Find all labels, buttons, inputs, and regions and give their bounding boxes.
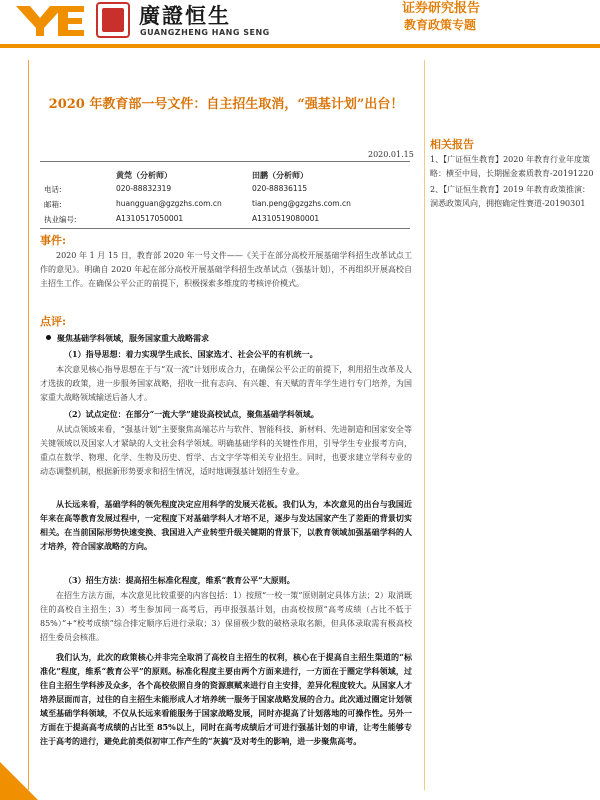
section-3-heading: （3）招生方法：提高招生标准化程度，维系“教育公平”大原则。	[64, 575, 295, 585]
section-1-heading: （1）指导思想：着力实现学生成长、国家选才、社会公平的有机统一。	[64, 349, 318, 359]
brand-logo-icon	[14, 2, 86, 38]
related-reports-heading: 相关报告	[430, 138, 474, 151]
header-accent-bar	[0, 44, 600, 48]
analyst-phone: 020-88832319	[116, 184, 172, 193]
corner-decoration	[0, 762, 38, 800]
report-header	[0, 0, 600, 44]
related-report-link[interactable]: 2、【广证恒生教育】2019 年教育政策推演：洞悉政策风向，拥抱确定性赛道-20190301	[430, 185, 590, 208]
related-report-link[interactable]: 1、【广证恒生教育】2020 年教育行业年度策略：横至中局，长期掘金素质教育-20191220	[430, 155, 594, 178]
analyst-email: tian.peng@gzgzhs.com.cn	[252, 199, 351, 208]
seal-logo-icon	[96, 2, 130, 38]
section-2-text: 从试点领域来看，“强基计划”主要聚焦高端芯片与软件、智能科技、新材料、先进制造和国家安全等关键领域以及国家人才紧缺的人文社会科学领域。明确基础学科的关键性作用，引导学生专业报考方向，重点在数学、物理、化学、生物及历史、哲学、古文字学等相关专业招生。同时，也要求建立学科专业的动态调整机制，根据新形势要求和招生情况，适时地调强基计划招生专业。	[40, 425, 412, 476]
event-text: 2020 年 1 月 15 日，教育部 2020 年一号文件——《关于在部分高校开展基础学科招生改革试点工作的意见》。明确自 2020 年起在部分高校开展基础学科招生改革试点（强基计划），不再组织开展高校自主招生工作。在确保公平公正的前提下，积极探索多维度的考核评价模式。	[40, 251, 412, 288]
analyst-divider	[40, 228, 410, 229]
analyst-email: huangguan@gzgzhs.com.cn	[116, 199, 222, 208]
email-label: 邮箱:	[44, 200, 62, 209]
bullet-heading	[40, 331, 412, 345]
left-margin-rule	[28, 60, 29, 790]
analyst-phone: 020-88836115	[252, 184, 308, 193]
analyst-name: 田鹏（分析师）	[252, 171, 308, 180]
brand-name: 廣證恒生	[139, 4, 231, 28]
sidebar-divider	[424, 60, 425, 790]
bullet-icon	[46, 335, 51, 340]
phone-label: 电话:	[44, 185, 62, 194]
bullet-heading-text: 聚焦基础学科领域，服务国家重大战略需求	[57, 333, 209, 343]
comment-heading: 点评:	[40, 315, 67, 328]
section-3-text: 在招生方法方面，本次意见比较重要的内容包括：1）按照“一校一策”原则制定具体方法；2）取消既往的高校自主招生；3）考生参加同一高考后，再申报强基计划，由高校按照“高考成绩（占比不低于 85%）”+“校考成绩”综合排定顺序后进行录取；3）保留极少数的破格录取名额，但具体录取需有极高校招生委员会核准。	[40, 591, 412, 642]
brand-name-en: GUANGZHENG HANG SENG	[140, 28, 270, 37]
section-2-heading: （2）试点定位：在部分“一流大学”建设高校试点，聚焦基础学科领域。	[64, 409, 319, 419]
section-3-opinion: 我们认为，此次的政策核心并非完全取消了高校自主招生的权利，核心在于提高自主招生渠道的“标准化”程度，维系“教育公平”的原则。标准化程度主要由两个方面来进行，一方面在于圈定学科领域，过往自主招生学科涉及众多，各个高校依照自身的资源禀赋来进行自主安排，差异化程度较大。从国家人才培养层面而言，过往的自主招生未能形成人才培养统一服务于国家战略发展的合力。此次通过圈定计划领域至基础学科领域，不仅从长远来看能服务于国家战略发展，同时亦提高了计划落地的可操作性。另外一方面在于提高高考成绩的占比至 85%以上，同时在高考成绩后才可进行强基计划的申请，让考生能够专注于高考的进行，避免此前类似初审工作产生的“灰搞”及对考生的影响，进一步聚焦高考。	[40, 652, 412, 746]
title-divider	[40, 161, 410, 162]
related-reports-list	[430, 153, 596, 213]
analyst-name: 黄莞（分析师）	[116, 171, 172, 180]
analyst-license: A1310517050001	[116, 214, 184, 223]
section-2-opinion: 从长远来看，基础学科的领先程度决定应用科学的发展天花板。我们认为，本次意见的出台与我国近年来在高等教育发展过程中，一定程度下对基础学科人才培不足，逐步与发达国家产生了差距的背景切实相关。在当前国际形势快速变换、我国进入产业转型升级关键期的背景下，以教育领域加强基础学科的人才培养，符合国家战略的方向。	[40, 499, 412, 551]
analyst-license-row	[40, 214, 410, 232]
report-date: 2020.01.15	[368, 150, 414, 159]
event-heading: 事件:	[40, 234, 67, 247]
license-label: 执业编号:	[44, 215, 77, 224]
section-1-text: 本次意见核心指导思想在于与“双一流”计划形成合力，在确保公平公正的前提下，利用招生改革及人才选拔的政策，进一步服务国家战略，招收一批有志向、有兴趣、有天赋的青年学生进行专门培养，为国家重大战略领域输送后备人才。	[40, 365, 412, 402]
analyst-license: A1310519080001	[252, 214, 320, 223]
report-type: 证券研究报告	[402, 1, 481, 16]
report-topic: 教育政策专题	[404, 18, 477, 32]
report-title: 2020 年教育部一号文件：自主招生取消，“强基计划”出台！	[48, 97, 404, 112]
